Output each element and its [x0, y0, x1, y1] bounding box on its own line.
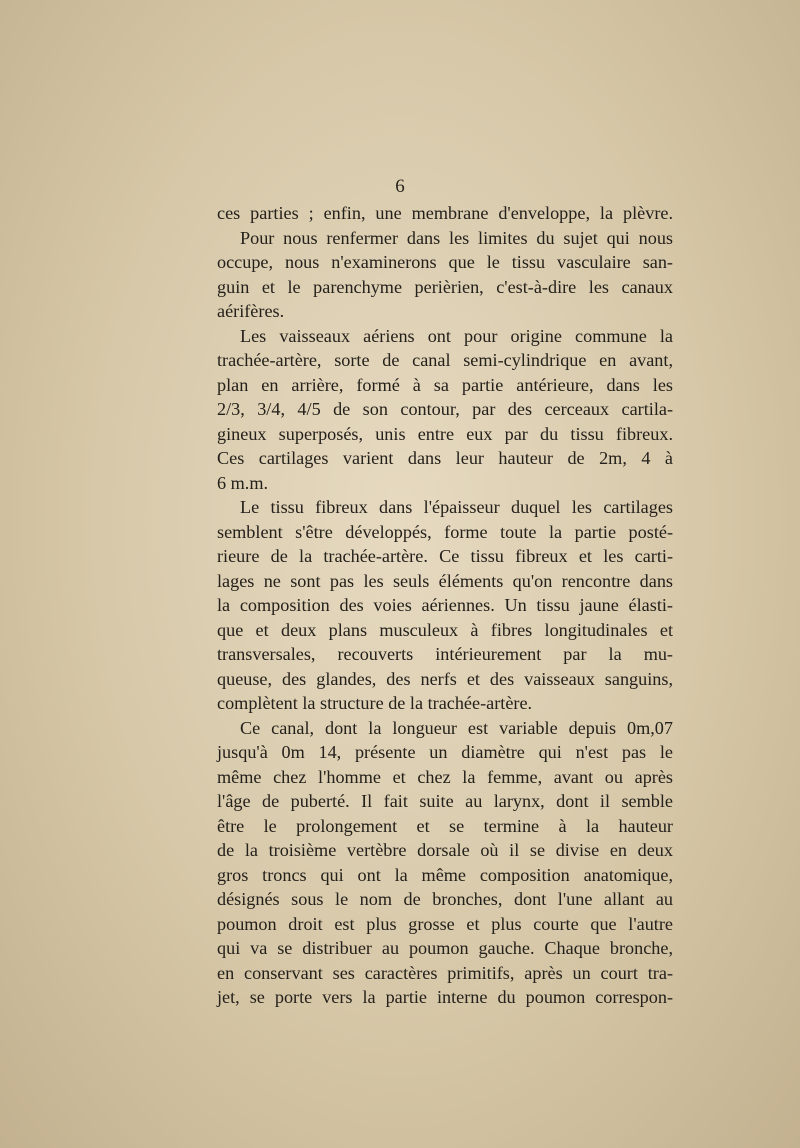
text-line: jet, se porte vers la partie interne du poumon correspon-	[217, 987, 673, 1007]
text-line: Ce canal, dont la longueur est variable depuis 0m,07	[240, 717, 673, 738]
text-line: trachée-artère, sorte de canal semi-cylindrique en avant,	[217, 350, 673, 370]
text-line: désignés sous le nom de bronches, dont l'une allant au	[217, 889, 673, 909]
text-line: guin et le parenchyme perièrien, c'est-à-dire les canaux	[217, 276, 673, 297]
text-line: Ces cartilages varient dans leur hauteur de 2m, 4 à	[217, 448, 673, 468]
text-line: gros troncs qui ont la même composition anatomique,	[217, 864, 673, 885]
text-line: lages ne sont pas les seuls éléments qu'on rencontre dans	[217, 570, 673, 591]
text-line: occupe, nous n'examinerons que le tissu vasculaire san-	[217, 252, 673, 272]
body-text	[217, 201, 673, 1010]
text-line: Les vaisseaux aériens ont pour origine commune la	[240, 325, 673, 346]
text-line: aérifères.	[217, 301, 285, 321]
text-line: plan en arrière, formé à sa partie antérieure, dans les	[217, 374, 673, 395]
text-line: l'âge de puberté. Il fait suite au larynx, dont il semble	[217, 791, 673, 811]
text-line: être le prolongement et se termine à la hauteur	[217, 815, 673, 836]
text-line: même chez l'homme et chez la femme, avant ou après	[217, 766, 673, 787]
text-line: que et deux plans musculeux à fibres longitudinales et	[217, 619, 673, 640]
text-line: poumon droit est plus grosse et plus courte que l'autre	[217, 913, 673, 934]
text-line: Pour nous renfermer dans les limites du sujet qui nous	[240, 227, 673, 248]
text-line: 6 m.m.	[217, 472, 269, 493]
page-number: 6	[395, 176, 405, 197]
text-line: de la troisième vertèbre dorsale où il se divise en deux	[217, 840, 673, 860]
text-line: gineux superposés, unis entre eux par du tissu fibreux.	[217, 423, 673, 444]
text-line: rieure de la trachée-artère. Ce tissu fibreux et les carti-	[217, 546, 673, 566]
text-line: complètent la structure de la trachée-artère.	[217, 693, 533, 713]
text-line: jusqu'à 0m 14, présente un diamètre qui n'est pas le	[217, 742, 673, 762]
text-line: Le tissu fibreux dans l'épaisseur duquel les cartilages	[240, 497, 673, 517]
text-line: qui va se distribuer au poumon gauche. Chaque bronche,	[217, 938, 673, 958]
text-line: ces parties ; enfin, une membrane d'enveloppe, la plèvre.	[217, 203, 673, 223]
text-line: la composition des voies aériennes. Un tissu jaune élasti-	[217, 595, 673, 615]
text-line: semblent s'être développés, forme toute la partie posté-	[217, 521, 673, 542]
text-line: queuse, des glandes, des nerfs et des vaisseaux sanguins,	[217, 668, 673, 689]
text-line: en conservant ses caractères primitifs, après un court tra-	[217, 962, 673, 983]
text-line: 2/3, 3/4, 4/5 de son contour, par des cerceaux cartila-	[217, 399, 673, 419]
text-line: transversales, recouverts intérieurement par la mu-	[217, 644, 673, 664]
